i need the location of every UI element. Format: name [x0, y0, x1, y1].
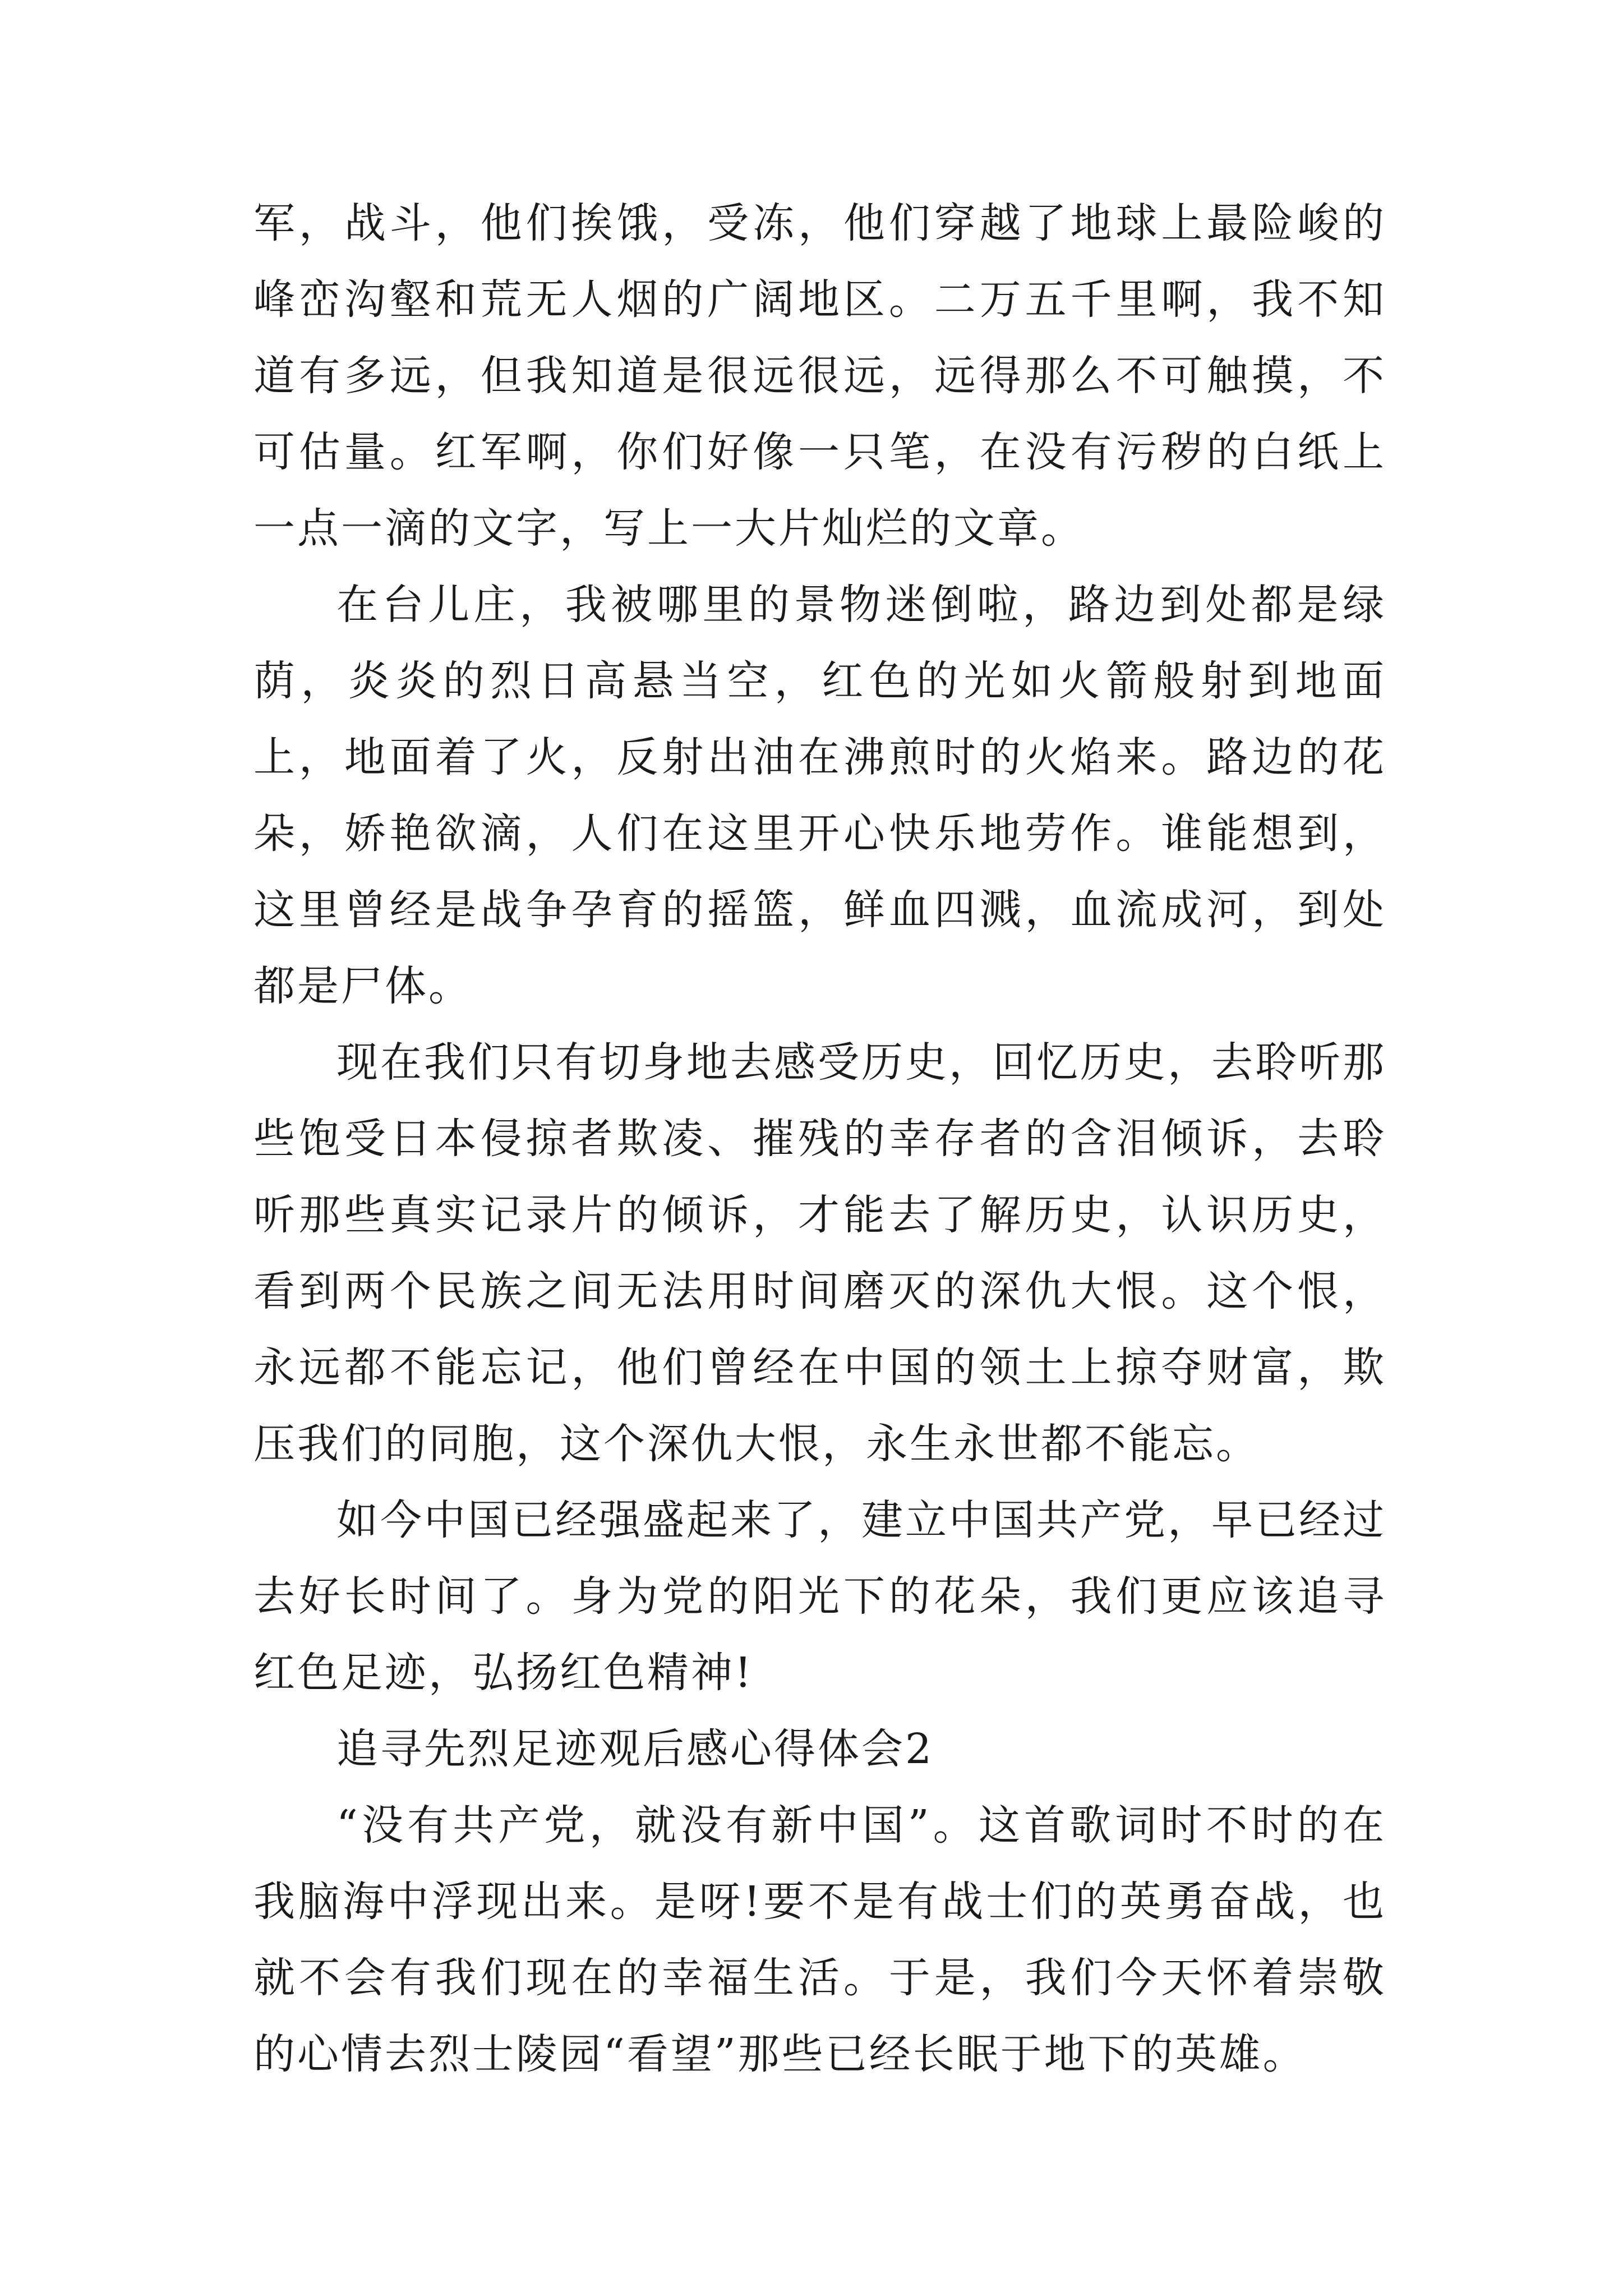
section-paragraph-1: “没有共产党，就没有新中国”。这首歌词时不时的在我脑海中浮现出来。是呀!要不是有战士们的英勇奋战，也就不会有我们现在的幸福生活。于是，我们今天怀着崇敬的心情去烈士陵园“看望”那些已经长眠于地下的英雄。 — [253, 1801, 1386, 2078]
paragraph-1: 军，战斗，他们挨饿，受冻，他们穿越了地球上最险峻的峰峦沟壑和荒无人烟的广阔地区。二万五千里啊，我不知道有多远，但我知道是很远很远，远得那么不可触摸，不可估量。红军啊，你们好像一只笔，在没有污秽的白纸上一点一滴的文字，写上一大片灿烂的文章。 — [253, 199, 1386, 553]
document-body — [253, 185, 1386, 2092]
paragraph-4: 如今中国已经强盛起来了，建立中国共产党，早已经过去好长时间了。身为党的阳光下的花朵，我们更应该追寻红色足迹，弘扬红色精神! — [253, 1496, 1386, 1697]
section-title: 追寻先烈足迹观后感心得体会2 — [336, 1725, 934, 1773]
paragraph-3: 现在我们只有切身地去感受历史，回忆历史，去聆听那些饱受日本侵掠者欺凌、摧残的幸存者的含泪倾诉，去聆听那些真实记录片的倾诉，才能去了解历史，认识历史，看到两个民族之间无法用时间磨灭的深仇大恨。这个恨，永远都不能忘记，他们曾经在中国的领土上掠夺财富，欺压我们的同胞，这个深仇大恨，永生永世都不能忘。 — [253, 1038, 1386, 1468]
paragraph-2: 在台儿庄，我被哪里的景物迷倒啦，路边到处都是绿荫，炎炎的烈日高悬当空，红色的光如火箭般射到地面上，地面着了火，反射出油在沸煎时的火焰来。路边的花朵，娇艳欲滴，人们在这里开心快乐地劳作。谁能想到，这里曾经是战争孕育的摇篮，鲜血四溅，血流成河，到处都是尸体。 — [253, 581, 1386, 1010]
